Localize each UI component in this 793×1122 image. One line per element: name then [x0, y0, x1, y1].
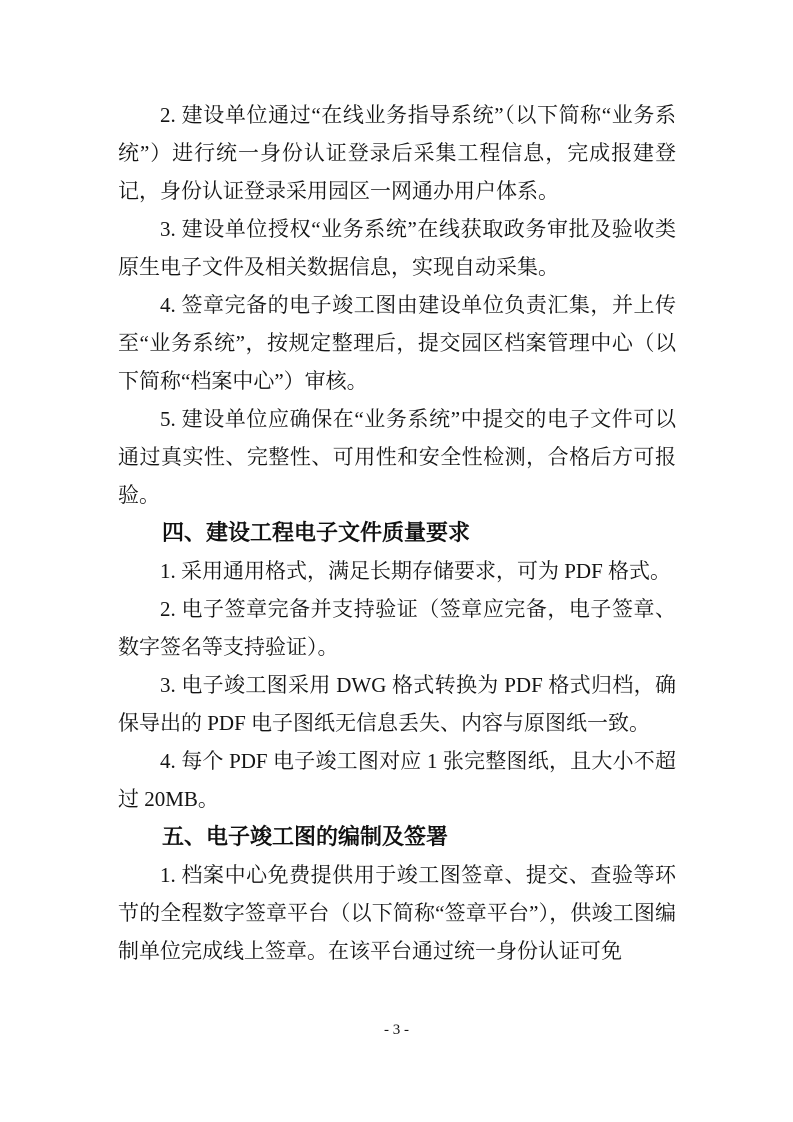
body-paragraph: 1. 档案中心免费提供用于竣工图签章、提交、查验等环节的全程数字签章平台（以下简称“签章平台”），供竣工图编制单位完成线上签章。在该平台通过统一身份认证可免 [118, 863, 676, 963]
body-paragraph: 4. 每个 PDF 电子竣工图对应 1 张完整图纸，且大小不超过 20MB。 [118, 749, 676, 811]
body-paragraph: 5. 建设单位应确保在“业务系统”中提交的电子文件可以通过真实性、完整性、可用性和安全性检测，合格后方可报验。 [118, 407, 676, 507]
page-number: - 3 - [384, 1022, 409, 1038]
body-paragraph: 3. 电子竣工图采用 DWG 格式转换为 PDF 格式归档，确保导出的 PDF 电子图纸无信息丢失、内容与原图纸一致。 [118, 673, 676, 735]
body-paragraph: 1. 采用通用格式，满足长期存储要求，可为 PDF 格式。 [160, 559, 672, 583]
document-body [118, 96, 676, 970]
section-heading: 五、电子竣工图的编制及签署 [162, 824, 449, 849]
body-paragraph: 4. 签章完备的电子竣工图由建设单位负责汇集，并上传至“业务系统”，按规定整理后，提交园区档案管理中心（以下简称“档案中心”）审核。 [118, 293, 676, 393]
section-heading: 四、建设工程电子文件质量要求 [162, 520, 471, 545]
body-paragraph: 2. 电子签章完备并支持验证（签章应完备，电子签章、数字签名等支持验证）。 [118, 597, 676, 659]
body-paragraph: 3. 建设单位授权“业务系统”在线获取政务审批及验收类原生电子文件及相关数据信息，实现自动采集。 [118, 217, 676, 279]
body-paragraph: 2. 建设单位通过“在线业务指导系统”（以下简称“业务系统”）进行统一身份认证登录后采集工程信息，完成报建登记，身份认证登录采用园区一网通办用户体系。 [118, 103, 676, 203]
